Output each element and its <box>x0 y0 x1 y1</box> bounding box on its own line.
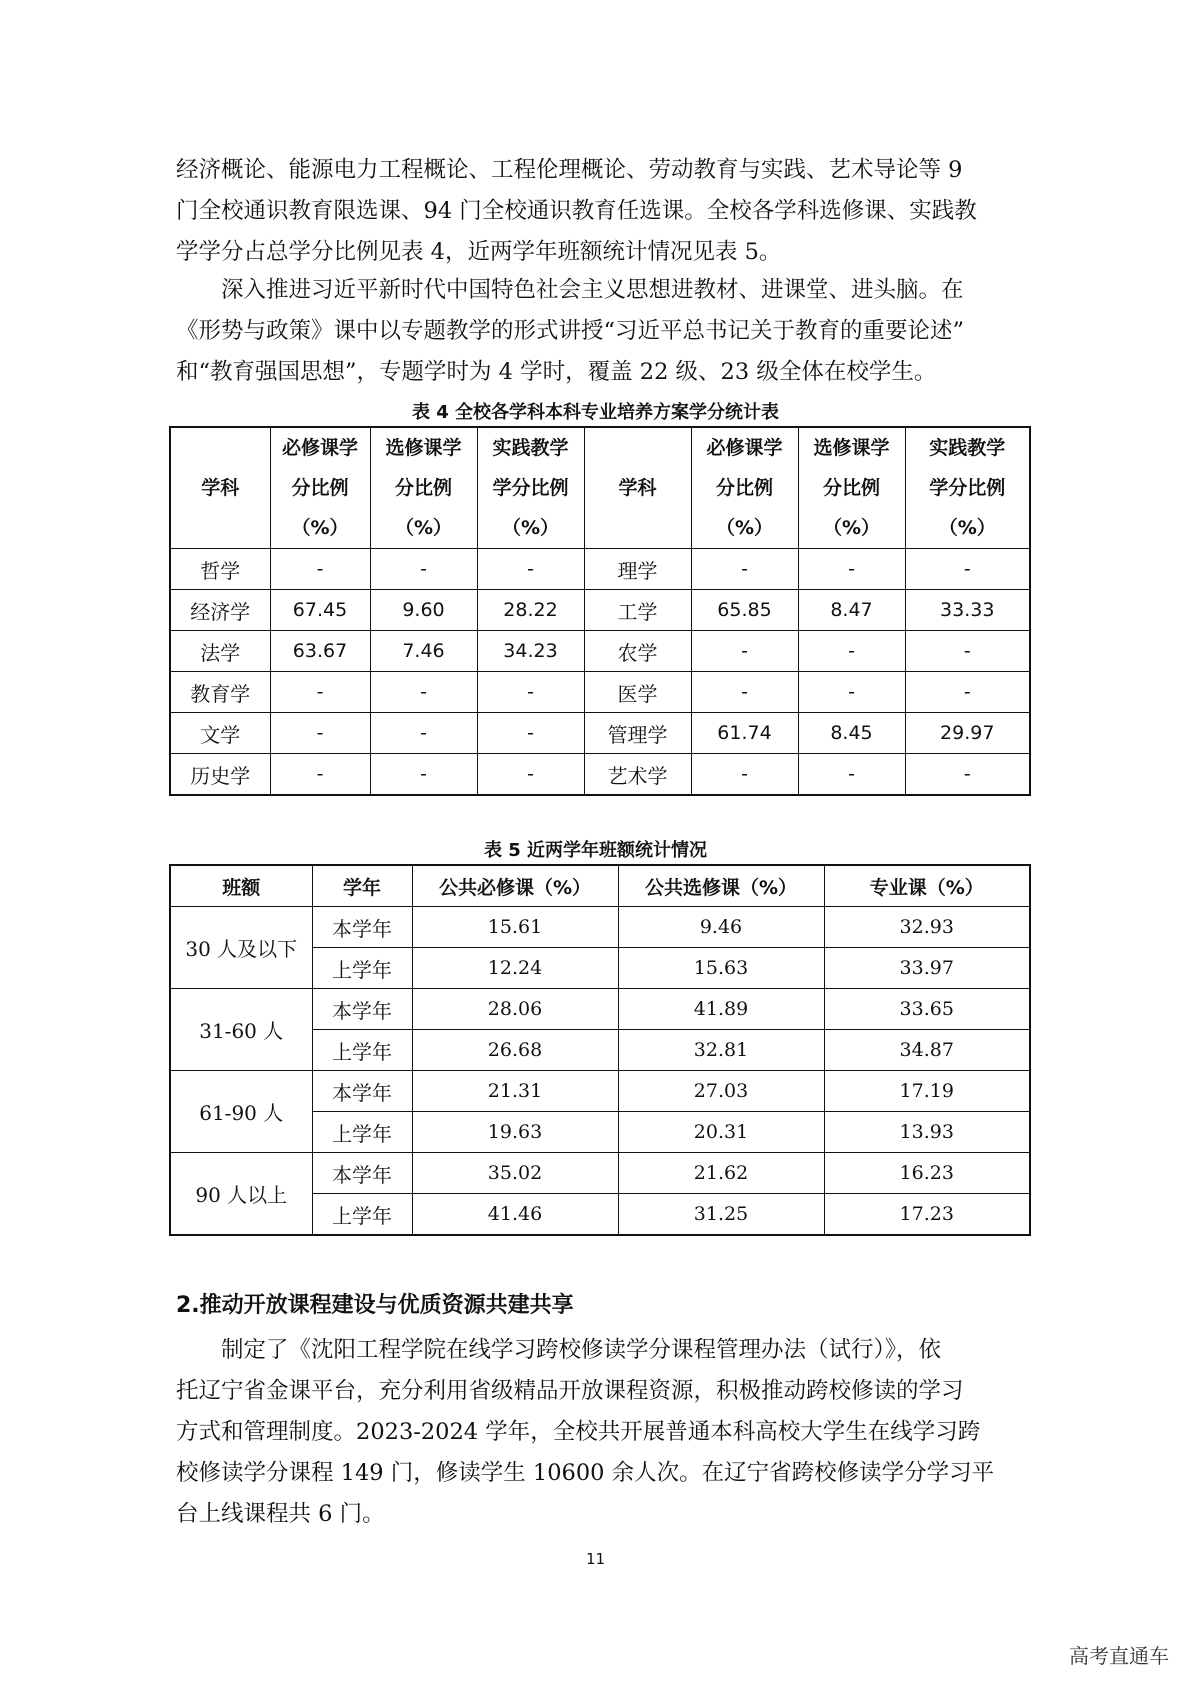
value-cell: 21.31 <box>412 1071 618 1112</box>
subject-cell: 文学 <box>170 713 270 754</box>
value-cell: - <box>798 672 905 713</box>
value-cell: - <box>798 549 905 590</box>
subject-cell: 工学 <box>584 590 691 631</box>
subject-cell: 艺术学 <box>584 754 691 796</box>
value-cell: 17.23 <box>824 1194 1030 1236</box>
value-cell: 29.97 <box>905 713 1030 754</box>
value-cell: - <box>270 549 370 590</box>
class-size-group-cell: 90 人以上 <box>170 1153 312 1236</box>
value-cell: 9.46 <box>618 907 824 948</box>
value-cell: - <box>370 672 477 713</box>
table4-caption: 表 4 全校各学科本科专业培养方案学分统计表 <box>411 402 780 423</box>
year-cell: 本学年 <box>312 989 412 1030</box>
value-cell: 21.62 <box>618 1153 824 1194</box>
year-cell: 上学年 <box>312 948 412 989</box>
value-cell: 32.93 <box>824 907 1030 948</box>
paragraph-line: 经济概论、能源电力工程概论、工程伦理概论、劳动教育与实践、艺术导论等 9 <box>176 157 963 183</box>
paragraph-open-courses <box>176 1330 1022 1535</box>
table-header-row <box>170 427 1030 549</box>
table-row <box>170 754 1030 796</box>
subject-cell: 教育学 <box>170 672 270 713</box>
value-cell: 12.24 <box>412 948 618 989</box>
value-cell: 20.31 <box>618 1112 824 1153</box>
table-header-cell: 学年 <box>312 865 412 907</box>
value-cell: 17.19 <box>824 1071 1030 1112</box>
value-cell: - <box>905 549 1030 590</box>
value-cell: 28.22 <box>477 590 584 631</box>
paragraph-line: 制定了《沈阳工程学院在线学习跨校修读学分课程管理办法（试行）》，依 <box>221 1337 942 1363</box>
subject-cell: 经济学 <box>170 590 270 631</box>
value-cell: - <box>270 713 370 754</box>
page-number: 11 <box>585 1550 606 1568</box>
value-cell: - <box>477 754 584 796</box>
value-cell: 7.46 <box>370 631 477 672</box>
year-cell: 本学年 <box>312 907 412 948</box>
subject-cell: 理学 <box>584 549 691 590</box>
year-cell: 本学年 <box>312 1153 412 1194</box>
value-cell: 35.02 <box>412 1153 618 1194</box>
value-cell: - <box>691 549 798 590</box>
table-header-cell: 公共选修课（%） <box>618 865 824 907</box>
value-cell: 13.93 <box>824 1112 1030 1153</box>
value-cell: 67.45 <box>270 590 370 631</box>
value-cell: 34.23 <box>477 631 584 672</box>
table-row <box>170 1153 1030 1194</box>
class-size-group-cell: 31-60 人 <box>170 989 312 1071</box>
value-cell: - <box>370 713 477 754</box>
value-cell: - <box>477 549 584 590</box>
credit-ratio-table <box>169 426 1031 796</box>
value-cell: - <box>905 631 1030 672</box>
value-cell: 41.46 <box>412 1194 618 1236</box>
table-header-cell: 专业课（%） <box>824 865 1030 907</box>
value-cell: - <box>798 754 905 796</box>
value-cell: - <box>370 549 477 590</box>
value-cell: 33.97 <box>824 948 1030 989</box>
value-cell: 33.65 <box>824 989 1030 1030</box>
paragraph-line: 《形势与政策》课中以专题教学的形式讲授“习近平总书记关于教育的重要论述” <box>176 318 965 344</box>
value-cell: 65.85 <box>691 590 798 631</box>
table-row <box>170 989 1030 1030</box>
year-cell: 上学年 <box>312 1194 412 1236</box>
paragraph-line: 门全校通识教育限选课、94 门全校通识教育任选课。全校各学科选修课、实践教 <box>176 198 977 224</box>
table-header-cell: 实践教学 学分比例 （%） <box>477 427 584 549</box>
table-row <box>170 1071 1030 1112</box>
table-header-cell: 必修课学 分比例 （%） <box>691 427 798 549</box>
paragraph-line: 台上线课程共 6 门。 <box>176 1501 385 1527</box>
section-heading: 2.推动开放课程建设与优质资源共建共享 <box>176 1293 574 1318</box>
value-cell: 8.45 <box>798 713 905 754</box>
table-row <box>170 672 1030 713</box>
value-cell: - <box>691 754 798 796</box>
table-row <box>170 549 1030 590</box>
paragraph-line: 托辽宁省金课平台，充分利用省级精品开放课程资源，积极推动跨校修读的学习 <box>176 1378 964 1404</box>
value-cell: - <box>477 672 584 713</box>
value-cell: 15.61 <box>412 907 618 948</box>
value-cell: 31.25 <box>618 1194 824 1236</box>
watermark: 高考直通车 <box>1069 1644 1169 1668</box>
table-header-cell: 班额 <box>170 865 312 907</box>
table-header-cell: 必修课学 分比例 （%） <box>270 427 370 549</box>
value-cell: 33.33 <box>905 590 1030 631</box>
table-header-cell: 实践教学 学分比例 （%） <box>905 427 1030 549</box>
paragraph-line: 校修读学分课程 149 门，修读学生 10600 余人次。在辽宁省跨校修读学分学习平 <box>176 1460 995 1486</box>
value-cell: 28.06 <box>412 989 618 1030</box>
class-size-group-cell: 61-90 人 <box>170 1071 312 1153</box>
value-cell: 34.87 <box>824 1030 1030 1071</box>
subject-cell: 管理学 <box>584 713 691 754</box>
table-header-cell: 公共必修课（%） <box>412 865 618 907</box>
table-row <box>170 907 1030 948</box>
subject-cell: 哲学 <box>170 549 270 590</box>
value-cell: - <box>905 672 1030 713</box>
year-cell: 本学年 <box>312 1071 412 1112</box>
value-cell: - <box>270 672 370 713</box>
paragraph-electives <box>176 150 1022 273</box>
table-header-cell: 学科 <box>584 427 691 549</box>
table-header-row <box>170 865 1030 907</box>
year-cell: 上学年 <box>312 1112 412 1153</box>
value-cell: 32.81 <box>618 1030 824 1071</box>
table-row <box>170 713 1030 754</box>
table-header-cell: 学科 <box>170 427 270 549</box>
value-cell: - <box>905 754 1030 796</box>
paragraph-line: 方式和管理制度。2023-2024 学年，全校共开展普通本科高校大学生在线学习跨 <box>176 1419 981 1445</box>
paragraph-line: 和“教育强国思想”，专题学时为 4 学时，覆盖 22 级、23 级全体在校学生。 <box>176 359 937 385</box>
year-cell: 上学年 <box>312 1030 412 1071</box>
subject-cell: 法学 <box>170 631 270 672</box>
value-cell: 8.47 <box>798 590 905 631</box>
table-row <box>170 631 1030 672</box>
value-cell: 41.89 <box>618 989 824 1030</box>
value-cell: - <box>370 754 477 796</box>
value-cell: - <box>477 713 584 754</box>
value-cell: - <box>691 631 798 672</box>
value-cell: 26.68 <box>412 1030 618 1071</box>
table-header-cell: 选修课学 分比例 （%） <box>798 427 905 549</box>
table-row <box>170 590 1030 631</box>
value-cell: - <box>691 672 798 713</box>
class-size-group-cell: 30 人及以下 <box>170 907 312 989</box>
subject-cell: 医学 <box>584 672 691 713</box>
value-cell: - <box>270 754 370 796</box>
value-cell: 16.23 <box>824 1153 1030 1194</box>
subject-cell: 历史学 <box>170 754 270 796</box>
paragraph-line: 学学分占总学分比例见表 4，近两学年班额统计情况见表 5。 <box>176 239 782 265</box>
paragraph-ideology <box>176 270 1022 393</box>
subject-cell: 农学 <box>584 631 691 672</box>
value-cell: 63.67 <box>270 631 370 672</box>
value-cell: 19.63 <box>412 1112 618 1153</box>
value-cell: - <box>798 631 905 672</box>
value-cell: 27.03 <box>618 1071 824 1112</box>
value-cell: 61.74 <box>691 713 798 754</box>
value-cell: 15.63 <box>618 948 824 989</box>
table-header-cell: 选修课学 分比例 （%） <box>370 427 477 549</box>
class-size-table <box>169 864 1031 1236</box>
table5-caption: 表 5 近两学年班额统计情况 <box>483 840 708 861</box>
paragraph-line: 深入推进习近平新时代中国特色社会主义思想进教材、进课堂、进头脑。在 <box>221 277 964 303</box>
value-cell: 9.60 <box>370 590 477 631</box>
